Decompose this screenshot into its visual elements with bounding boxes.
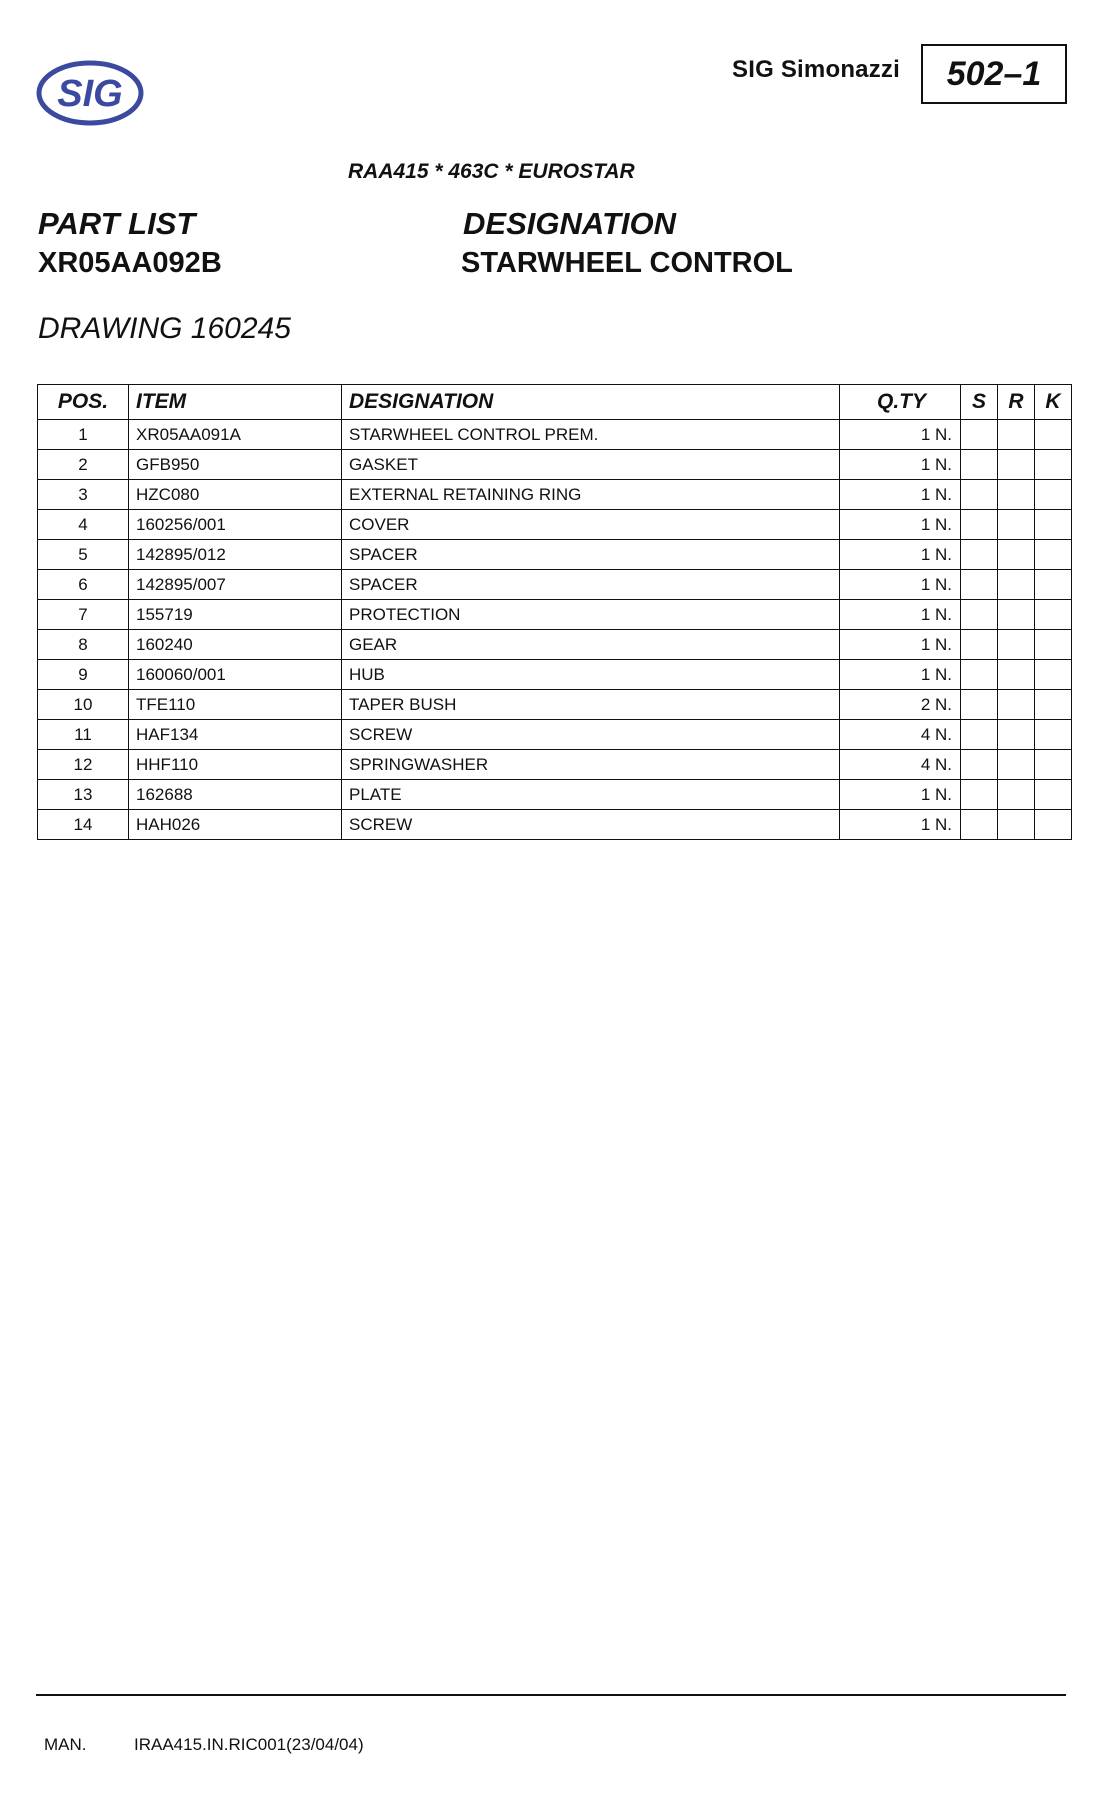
cell-designation: SCREW xyxy=(342,810,840,840)
cell-r xyxy=(998,750,1035,780)
cell-designation: TAPER BUSH xyxy=(342,690,840,720)
parts-table xyxy=(37,384,1072,840)
col-header-s: S xyxy=(961,385,998,420)
cell-qty: 1 N. xyxy=(840,660,961,690)
cell-r xyxy=(998,570,1035,600)
cell-item: 142895/007 xyxy=(129,570,342,600)
cell-k xyxy=(1035,660,1072,690)
cell-r xyxy=(998,510,1035,540)
cell-pos: 12 xyxy=(38,750,129,780)
cell-s xyxy=(961,540,998,570)
cell-item: HHF110 xyxy=(129,750,342,780)
page-number: 502–1 xyxy=(946,54,1042,93)
cell-qty: 1 N. xyxy=(840,810,961,840)
cell-qty: 1 N. xyxy=(840,570,961,600)
cell-pos: 7 xyxy=(38,600,129,630)
cell-qty: 4 N. xyxy=(840,750,961,780)
cell-pos: 3 xyxy=(38,480,129,510)
cell-designation: HUB xyxy=(342,660,840,690)
cell-qty: 1 N. xyxy=(840,540,961,570)
cell-r xyxy=(998,660,1035,690)
cell-s xyxy=(961,420,998,450)
footer-man: MAN. xyxy=(44,1735,87,1754)
cell-item: HAF134 xyxy=(129,720,342,750)
cell-s xyxy=(961,750,998,780)
cell-item: TFE110 xyxy=(129,690,342,720)
table-row xyxy=(38,750,1072,780)
cell-r xyxy=(998,420,1035,450)
cell-item: 162688 xyxy=(129,780,342,810)
cell-s xyxy=(961,480,998,510)
cell-k xyxy=(1035,420,1072,450)
cell-item: GFB950 xyxy=(129,450,342,480)
cell-pos: 1 xyxy=(38,420,129,450)
table-row xyxy=(38,780,1072,810)
cell-k xyxy=(1035,570,1072,600)
parts-table-body xyxy=(38,420,1072,840)
sig-logo-icon xyxy=(36,60,144,126)
table-row xyxy=(38,810,1072,840)
cell-r xyxy=(998,450,1035,480)
cell-item: 142895/012 xyxy=(129,540,342,570)
part-list-code: XR05AA092B xyxy=(38,247,222,279)
cell-r xyxy=(998,630,1035,660)
logo-text: SIG xyxy=(57,73,123,115)
cell-designation: PLATE xyxy=(342,780,840,810)
cell-designation: SPACER xyxy=(342,540,840,570)
cell-s xyxy=(961,660,998,690)
footer-doc-ref: IRAA415.IN.RIC001(23/04/04) xyxy=(134,1735,364,1754)
cell-s xyxy=(961,510,998,540)
cell-pos: 8 xyxy=(38,630,129,660)
page-number-box xyxy=(921,44,1067,104)
cell-designation: EXTERNAL RETAINING RING xyxy=(342,480,840,510)
cell-pos: 10 xyxy=(38,690,129,720)
cell-r xyxy=(998,600,1035,630)
table-row xyxy=(38,570,1072,600)
cell-k xyxy=(1035,480,1072,510)
part-list-label: PART LIST xyxy=(38,206,196,241)
cell-qty: 2 N. xyxy=(840,690,961,720)
cell-qty: 1 N. xyxy=(840,450,961,480)
cell-pos: 13 xyxy=(38,780,129,810)
cell-pos: 11 xyxy=(38,720,129,750)
col-header-r: R xyxy=(998,385,1035,420)
designation-value: STARWHEEL CONTROL xyxy=(461,247,793,279)
cell-designation: PROTECTION xyxy=(342,600,840,630)
cell-qty: 1 N. xyxy=(840,480,961,510)
cell-designation: SCREW xyxy=(342,720,840,750)
cell-s xyxy=(961,720,998,750)
cell-designation: STARWHEEL CONTROL PREM. xyxy=(342,420,840,450)
cell-r xyxy=(998,720,1035,750)
cell-r xyxy=(998,480,1035,510)
cell-k xyxy=(1035,600,1072,630)
cell-pos: 2 xyxy=(38,450,129,480)
table-row xyxy=(38,600,1072,630)
cell-s xyxy=(961,450,998,480)
brand-name: SIG Simonazzi xyxy=(732,56,900,83)
cell-s xyxy=(961,780,998,810)
cell-qty: 1 N. xyxy=(840,780,961,810)
cell-k xyxy=(1035,540,1072,570)
drawing-number: DRAWING 160245 xyxy=(38,312,291,345)
table-row xyxy=(38,510,1072,540)
cell-pos: 6 xyxy=(38,570,129,600)
table-row xyxy=(38,690,1072,720)
cell-r xyxy=(998,810,1035,840)
col-header-qty: Q.TY xyxy=(840,385,961,420)
table-row xyxy=(38,480,1072,510)
col-header-item: ITEM xyxy=(129,385,342,420)
model-line: RAA415 * 463C * EUROSTAR xyxy=(348,160,635,183)
cell-pos: 4 xyxy=(38,510,129,540)
col-header-designation: DESIGNATION xyxy=(342,385,840,420)
cell-pos: 9 xyxy=(38,660,129,690)
cell-s xyxy=(961,690,998,720)
cell-s xyxy=(961,600,998,630)
cell-designation: GEAR xyxy=(342,630,840,660)
cell-pos: 5 xyxy=(38,540,129,570)
table-row xyxy=(38,540,1072,570)
table-header-row xyxy=(38,385,1072,420)
cell-qty: 1 N. xyxy=(840,420,961,450)
cell-s xyxy=(961,570,998,600)
cell-k xyxy=(1035,690,1072,720)
cell-item: 160060/001 xyxy=(129,660,342,690)
cell-designation: SPACER xyxy=(342,570,840,600)
cell-k xyxy=(1035,780,1072,810)
cell-qty: 1 N. xyxy=(840,510,961,540)
designation-label: DESIGNATION xyxy=(463,206,676,241)
cell-k xyxy=(1035,810,1072,840)
table-row xyxy=(38,660,1072,690)
cell-qty: 1 N. xyxy=(840,630,961,660)
cell-item: 155719 xyxy=(129,600,342,630)
footer-divider xyxy=(36,1694,1066,1696)
col-header-k: K xyxy=(1035,385,1072,420)
cell-k xyxy=(1035,450,1072,480)
cell-r xyxy=(998,780,1035,810)
cell-k xyxy=(1035,750,1072,780)
cell-item: XR05AA091A xyxy=(129,420,342,450)
cell-k xyxy=(1035,510,1072,540)
cell-r xyxy=(998,690,1035,720)
cell-item: 160240 xyxy=(129,630,342,660)
table-row xyxy=(38,630,1072,660)
cell-item: HZC080 xyxy=(129,480,342,510)
cell-designation: GASKET xyxy=(342,450,840,480)
cell-item: 160256/001 xyxy=(129,510,342,540)
cell-qty: 1 N. xyxy=(840,600,961,630)
cell-s xyxy=(961,810,998,840)
cell-s xyxy=(961,630,998,660)
cell-designation: SPRINGWASHER xyxy=(342,750,840,780)
cell-pos: 14 xyxy=(38,810,129,840)
cell-qty: 4 N. xyxy=(840,720,961,750)
col-header-pos: POS. xyxy=(38,385,129,420)
cell-k xyxy=(1035,630,1072,660)
cell-item: HAH026 xyxy=(129,810,342,840)
table-row xyxy=(38,450,1072,480)
table-row xyxy=(38,420,1072,450)
table-row xyxy=(38,720,1072,750)
cell-designation: COVER xyxy=(342,510,840,540)
cell-k xyxy=(1035,720,1072,750)
cell-r xyxy=(998,540,1035,570)
